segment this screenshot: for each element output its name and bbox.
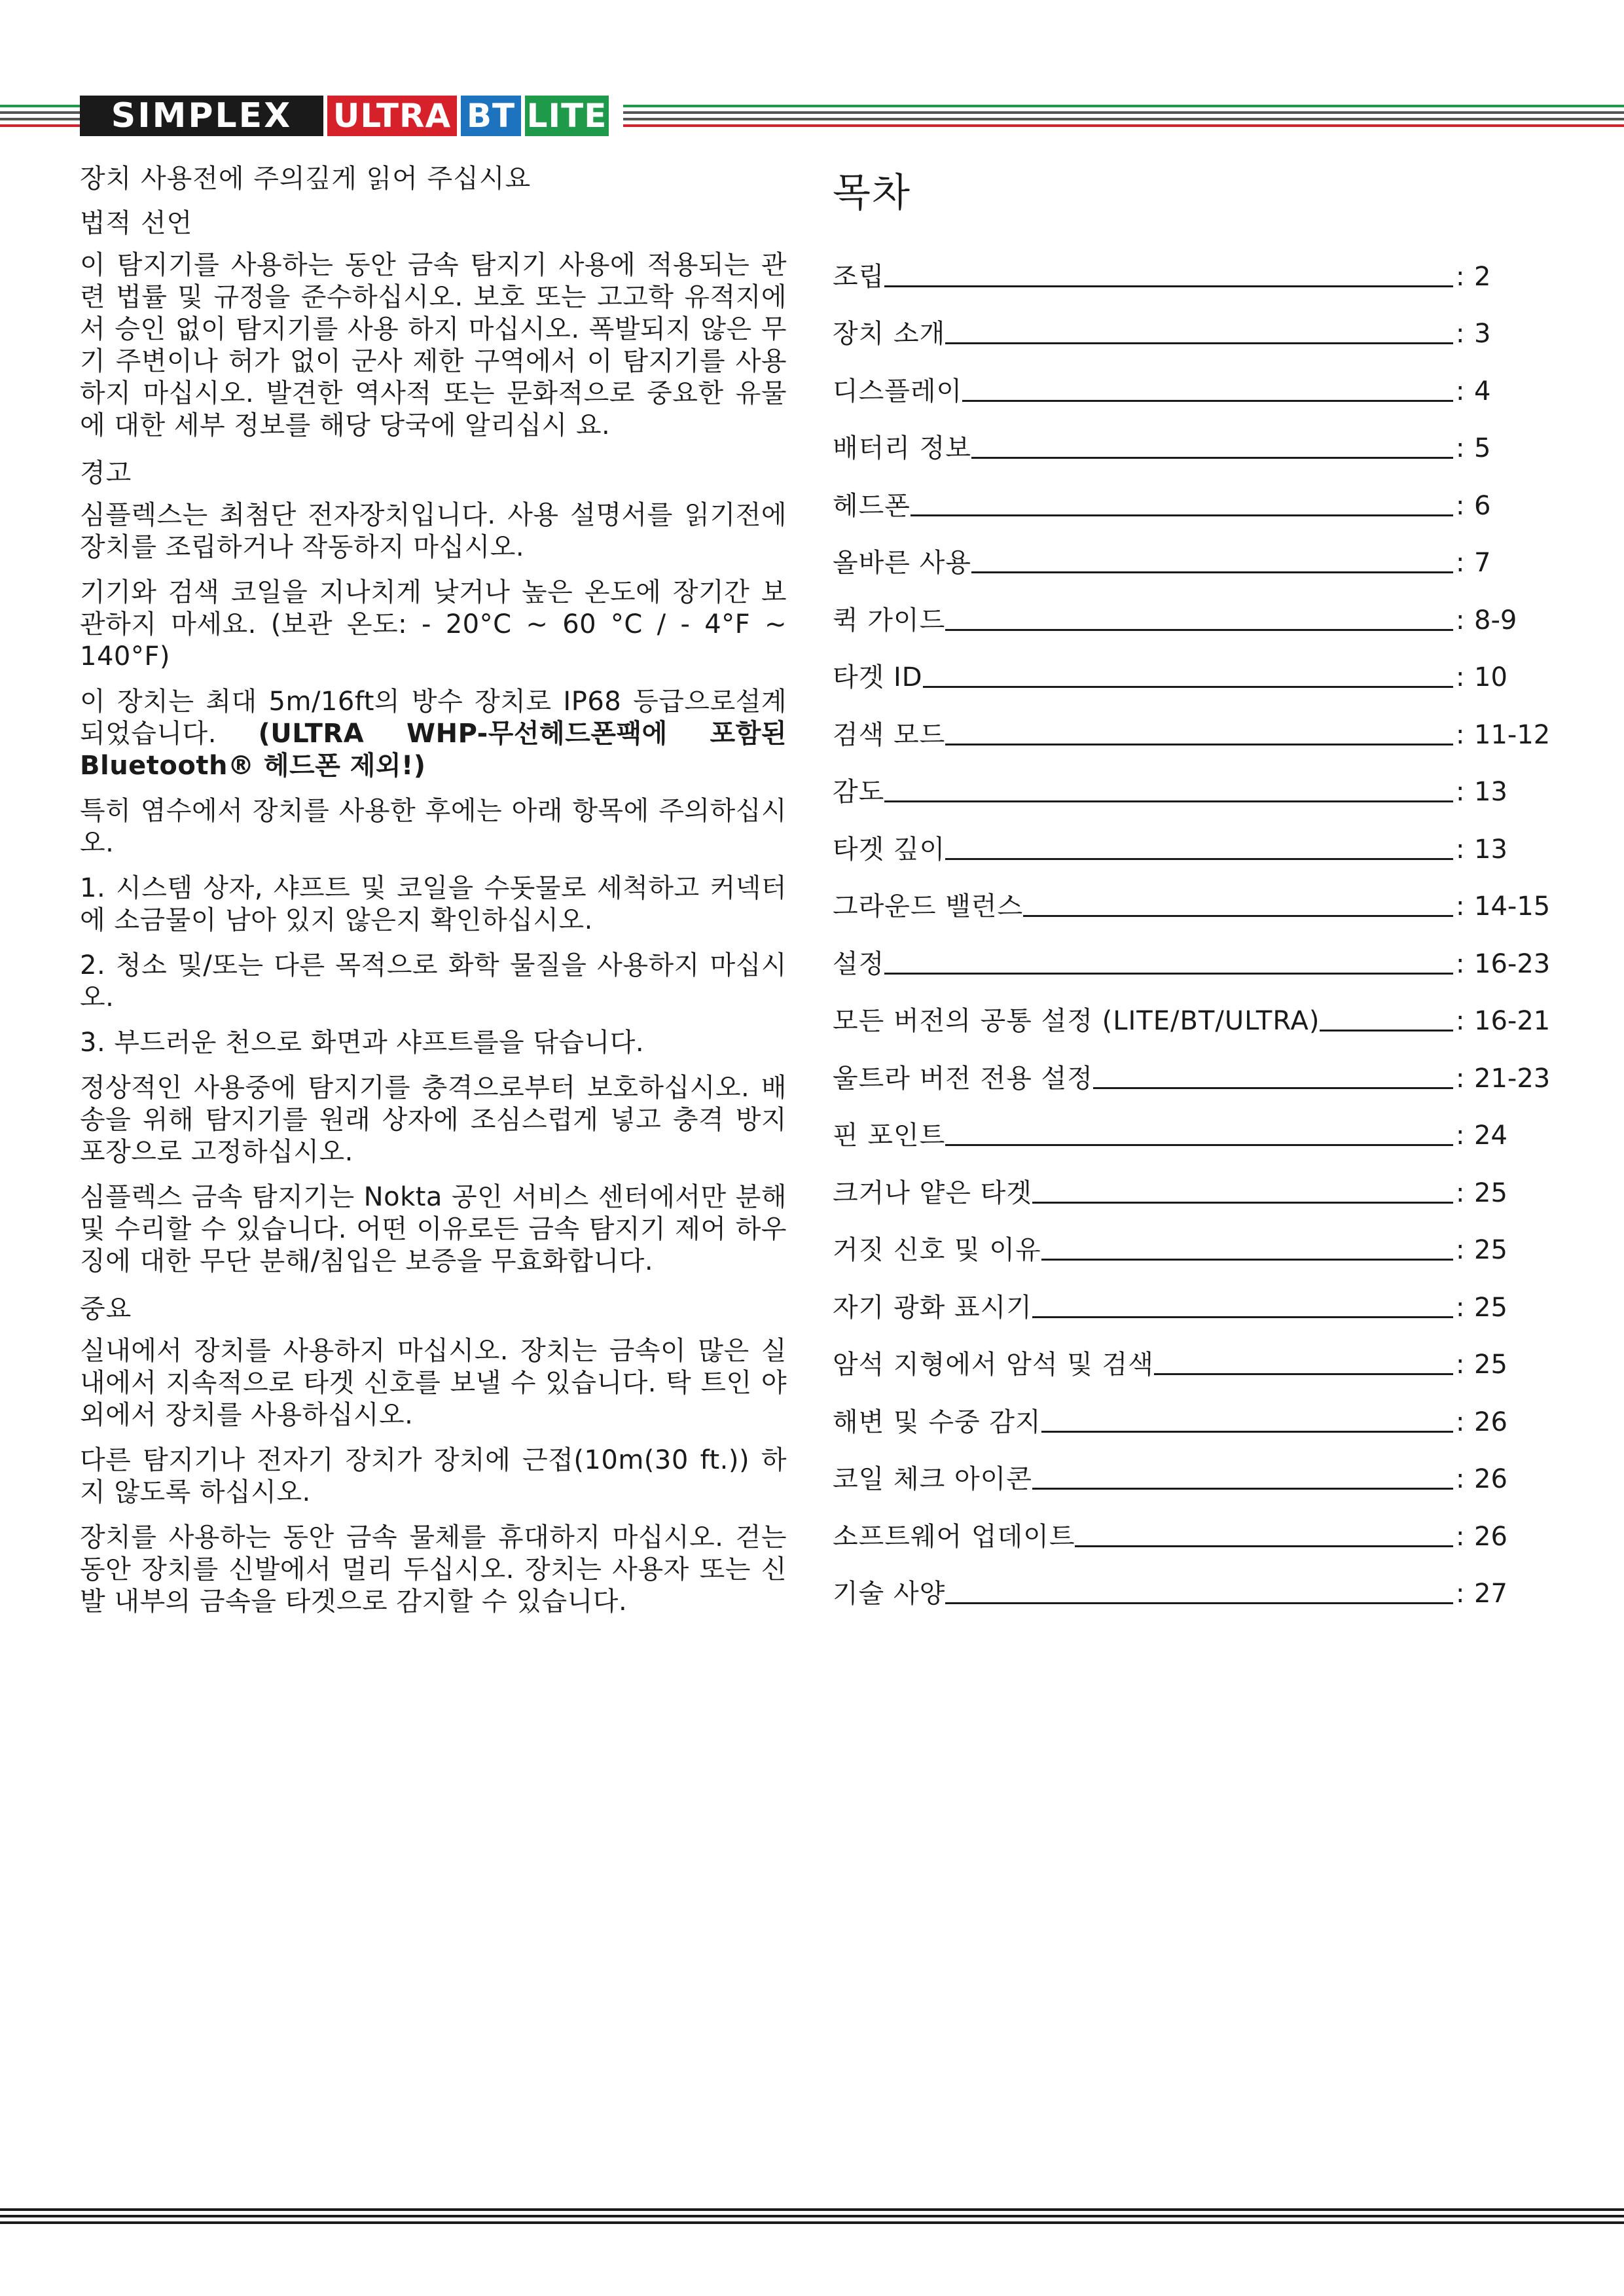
toc-entry-page: 13	[1474, 834, 1507, 865]
toc-entry-label: 소프트웨어 업데이트	[833, 1521, 1075, 1552]
toc-entry-label: 코일 체크 아이콘	[833, 1464, 1032, 1494]
toc-entry-page: 11-12	[1474, 719, 1551, 750]
toc-entry-label: 자기 광화 표시기	[833, 1292, 1032, 1323]
toc-entry-page: 5	[1474, 433, 1491, 463]
toc-leader-line	[911, 492, 1453, 516]
toc-entry[interactable]	[833, 636, 1572, 694]
heading-legal: 법적 선언	[80, 208, 193, 238]
toc-entry[interactable]	[833, 1438, 1572, 1496]
toc-separator: :	[1456, 548, 1465, 578]
toc-entry-label: 모든 버전의 공통 설정 (LITE/BT/ULTRA)	[833, 1006, 1320, 1036]
toc-entry-label: 기술 사양	[833, 1579, 946, 1609]
toc-leader-line	[1032, 1465, 1453, 1490]
toc-leader-line	[1041, 1408, 1453, 1433]
toc-entry[interactable]	[833, 293, 1572, 350]
toc-entry-label: 올바른 사용	[833, 548, 971, 578]
toc-leader-line	[945, 320, 1453, 344]
toc-separator: :	[1456, 1350, 1465, 1380]
toc-separator: :	[1456, 1521, 1465, 1552]
toc-leader-line	[945, 721, 1453, 745]
toc-entry-label: 설정	[833, 948, 885, 979]
toc-entry-label: 거짓 신호 및 이유	[833, 1235, 1041, 1265]
toc-entry-page: 3	[1474, 319, 1491, 349]
toc-separator: :	[1456, 433, 1465, 463]
waterproof-exception: (ULTRA WHP-무선헤드폰팩에 포함된 Bluetooth® 헤드폰 제외!)	[80, 719, 787, 781]
toc-separator: :	[1456, 1177, 1465, 1208]
toc-entry[interactable]	[833, 1266, 1572, 1323]
toc-entry-label: 해변 및 수중 감지	[833, 1407, 1041, 1437]
paragraph-warning-5: 정상적인 사용중에 탐지기를 충격으로부터 보호하십시오. 배송을 위해 탐지기를 원래 상자에 조심스럽게 넣고 충격 방지 포장으로 고정하십시오.	[80, 1073, 787, 1167]
logo-lite: LITE	[525, 96, 609, 136]
toc-entry-page: 4	[1474, 376, 1491, 406]
toc-entry-page: 14-15	[1474, 891, 1551, 922]
logo-simplex: SIMPLEX	[80, 96, 323, 136]
paragraph-warning-3	[80, 686, 787, 782]
toc-separator: :	[1456, 490, 1465, 521]
toc-separator: :	[1456, 1579, 1465, 1609]
toc-separator: :	[1456, 1006, 1465, 1036]
toc-leader-line	[884, 778, 1453, 802]
toc-title: 목차	[833, 170, 911, 216]
paragraph-legal: 이 탐지기를 사용하는 동안 금속 탐지기 사용에 적용되는 관련 법률 및 규정을 준수하십시오. 보호 또는 고고학 유적지에서 승인 없이 탐지기를 사용 하지 마십시오. 폭발되지 않은 무기 주변이나 허가 없이 군사 제한 구역에서 이 탐지기를 사용하지 마십시오. 발견한 역사적 또는 문화적으로 중요한 유물에 대한 세부 정보를 해당 당국에 알리십시 요.	[80, 250, 787, 440]
toc-leader-line	[945, 607, 1453, 631]
toc-separator: :	[1456, 948, 1465, 979]
toc-entry-page: 25	[1474, 1235, 1507, 1265]
toc-separator: :	[1456, 319, 1465, 349]
toc-leader-line	[1320, 1007, 1453, 1031]
heading-read-carefully: 장치 사용전에 주의깊게 읽어 주십시요	[80, 164, 532, 194]
toc-entry-page: 8-9	[1474, 605, 1517, 636]
toc-leader-line	[1041, 1236, 1453, 1261]
toc-leader-line	[923, 664, 1453, 688]
toc-entry-page: 24	[1474, 1121, 1507, 1151]
toc-entry[interactable]	[833, 922, 1572, 980]
toc-leader-line	[1032, 1179, 1453, 1204]
toc-entry-label: 울트라 버전 전용 설정	[833, 1063, 1093, 1094]
toc-entry-page: 25	[1474, 1292, 1507, 1323]
toc-leader-line	[1075, 1523, 1453, 1547]
logo-bt: BT	[461, 96, 521, 136]
toc-entry[interactable]	[833, 1495, 1572, 1552]
toc-leader-line	[971, 549, 1453, 573]
toc-separator: :	[1456, 1292, 1465, 1323]
toc-entry[interactable]	[833, 1094, 1572, 1152]
toc-entry-label: 퀵 가이드	[833, 605, 946, 636]
toc-entry-label: 조립	[833, 261, 885, 292]
toc-separator: :	[1456, 1063, 1465, 1094]
heading-important: 중요	[80, 1294, 132, 1324]
header-stripes-left	[0, 105, 80, 128]
brand-logo	[80, 96, 609, 136]
toc-entry-page: 2	[1474, 261, 1491, 292]
toc-entry-label: 핀 포인트	[833, 1121, 946, 1151]
waterproof-text: 이 장치는 최대 5m/16ft의 방수 장치로 IP68 등급으로설계되었습니다.	[80, 687, 787, 749]
toc-entry-label: 타겟 깊이	[833, 834, 946, 865]
toc-leader-line	[884, 950, 1453, 975]
heading-warning: 경고	[80, 458, 132, 488]
toc-entry[interactable]	[833, 522, 1572, 579]
paragraph-warning-2: 기기와 검색 코일을 지나치게 낮거나 높은 온도에 장기간 보관하지 마세요. (보관 온도: - 20°C ~ 60 °C / - 4°F ~ 140°F)	[80, 577, 787, 672]
toc-entry-label: 배터리 정보	[833, 433, 971, 463]
toc-entry-label: 크거나 얕은 타겟	[833, 1177, 1032, 1208]
logo-ultra: ULTRA	[327, 96, 457, 136]
toc-entry-page: 16-23	[1474, 948, 1551, 979]
toc-separator: :	[1456, 1407, 1465, 1437]
toc-entry[interactable]	[833, 350, 1572, 407]
toc-entry[interactable]	[833, 464, 1572, 522]
toc-entry-page: 10	[1474, 662, 1507, 692]
toc-entry[interactable]	[833, 1323, 1572, 1381]
toc-entry-page: 6	[1474, 490, 1491, 521]
toc-entry[interactable]	[833, 407, 1572, 465]
toc-leader-line	[1032, 1294, 1453, 1318]
toc-entry[interactable]	[833, 1380, 1572, 1438]
toc-entry-page: 25	[1474, 1350, 1507, 1380]
toc-entry[interactable]	[833, 1209, 1572, 1266]
toc-entry-label: 디스플레이	[833, 376, 963, 406]
toc-entry[interactable]	[833, 579, 1572, 636]
toc-entry-page: 26	[1474, 1407, 1507, 1437]
toc-leader-line	[1154, 1351, 1453, 1375]
list-item-1: 1. 시스템 상자, 샤프트 및 코일을 수돗물로 세척하고 커넥터에 소금물이 남아 있지 않은지 확인하십시오.	[80, 873, 787, 935]
paragraph-warning-6: 심플렉스 금속 탐지기는 Nokta 공인 서비스 센터에서만 분해 및 수리할 수 있습니다. 어떤 이유로든 금속 탐지기 제어 하우징에 대한 무단 분해/침입은 보증을 무효화합니다.	[80, 1182, 787, 1276]
toc-entry-page: 13	[1474, 777, 1507, 807]
toc-entry[interactable]	[833, 693, 1572, 751]
toc-separator: :	[1456, 1464, 1465, 1494]
toc-entry-page: 26	[1474, 1521, 1507, 1552]
toc-entry[interactable]	[833, 1037, 1572, 1094]
toc-entry[interactable]	[833, 865, 1572, 923]
toc-entry-label: 헤드폰	[833, 490, 911, 521]
toc-leader-line	[962, 378, 1453, 402]
toc-entry[interactable]	[833, 980, 1572, 1037]
toc-separator: :	[1456, 777, 1465, 807]
toc-leader-line	[971, 435, 1453, 459]
toc-separator: :	[1456, 719, 1465, 750]
toc-entry-label: 감도	[833, 777, 885, 807]
paragraph-important-2: 다른 탐지기나 전자기 장치가 장치에 근접(10m(30 ft.)) 하지 않도록 하십시오.	[80, 1445, 787, 1507]
toc-separator: :	[1456, 891, 1465, 922]
toc-entry[interactable]	[833, 235, 1572, 293]
toc-entry[interactable]	[833, 1151, 1572, 1209]
toc-separator: :	[1456, 605, 1465, 636]
toc-entry-label: 암석 지형에서 암석 및 검색	[833, 1350, 1154, 1380]
toc-entry-label: 타겟 ID	[833, 662, 923, 692]
toc-entry-page: 27	[1474, 1579, 1507, 1609]
toc-entry-page: 26	[1474, 1464, 1507, 1494]
paragraph-important-3: 장치를 사용하는 동안 금속 물체를 휴대하지 마십시오. 걷는 동안 장치를 신발에서 멀리 두십시오. 장치는 사용자 또는 신발 내부의 금속을 타겟으로 감지할 수 있습니다.	[80, 1522, 787, 1617]
toc-entry-label: 검색 모드	[833, 719, 946, 750]
toc-leader-line	[945, 1580, 1453, 1604]
paragraph-important-1: 실내에서 장치를 사용하지 마십시오. 장치는 금속이 많은 실내에서 지속적으로 타겟 신호를 보낼 수 있습니다. 탁 트인 야외에서 장치를 사용하십시오.	[80, 1336, 787, 1430]
toc-separator: :	[1456, 1235, 1465, 1265]
header-stripes-right	[623, 105, 1624, 128]
toc-leader-line	[884, 263, 1453, 287]
toc-entry-label: 장치 소개	[833, 319, 946, 349]
toc-leader-line	[1093, 1065, 1453, 1089]
toc-entry[interactable]	[833, 751, 1572, 808]
safety-notes-column	[80, 160, 787, 1631]
toc-leader-line	[945, 1122, 1453, 1146]
toc-entry-page: 7	[1474, 548, 1491, 578]
paragraph-warning-4: 특히 염수에서 장치를 사용한 후에는 아래 항목에 주의하십시오.	[80, 796, 787, 858]
toc-entry[interactable]	[833, 1552, 1572, 1610]
toc-entry-label: 그라운드 밸런스	[833, 891, 1024, 922]
paragraph-warning-1: 심플렉스는 최첨단 전자장치입니다. 사용 설명서를 읽기전에 장치를 조립하거나 작동하지 마십시오.	[80, 500, 787, 562]
toc-separator: :	[1456, 261, 1465, 292]
list-item-2: 2. 청소 및/또는 다른 목적으로 화학 물질을 사용하지 마십시오.	[80, 950, 787, 1013]
footer-stripes	[0, 2208, 1624, 2228]
list-item-3: 3. 부드러운 천으로 화면과 샤프트를을 닦습니다.	[80, 1028, 645, 1058]
toc-separator: :	[1456, 834, 1465, 865]
toc-entry-page: 21-23	[1474, 1063, 1551, 1094]
toc-leader-line	[1023, 893, 1453, 917]
table-of-contents	[833, 160, 1572, 1609]
toc-separator: :	[1456, 376, 1465, 406]
toc-entry-page: 16-21	[1474, 1006, 1551, 1036]
toc-separator: :	[1456, 662, 1465, 692]
toc-leader-line	[945, 836, 1453, 860]
toc-entry[interactable]	[833, 808, 1572, 865]
toc-list	[833, 235, 1572, 1609]
toc-entry-page: 25	[1474, 1177, 1507, 1208]
toc-separator: :	[1456, 1121, 1465, 1151]
